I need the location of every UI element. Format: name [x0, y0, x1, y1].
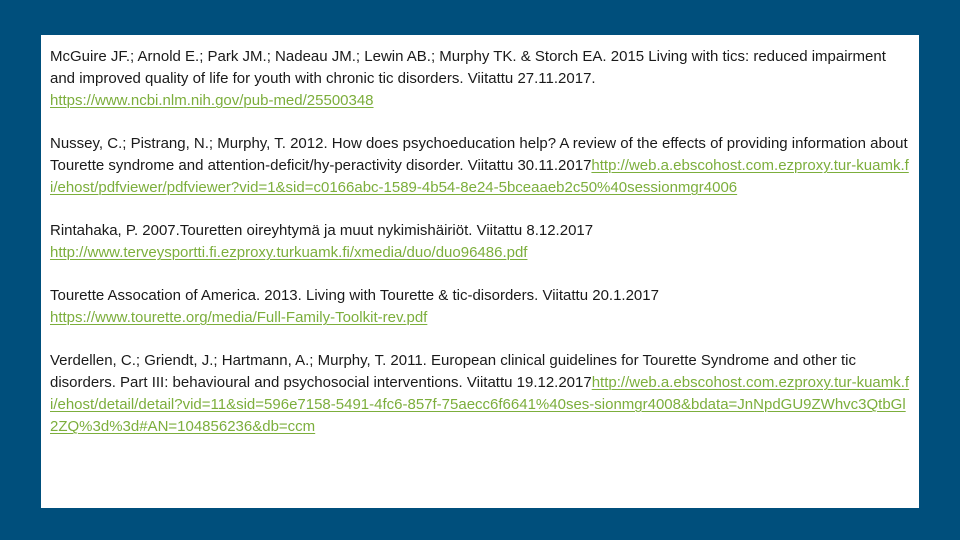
reference-link[interactable]: https://www.ncbi.nlm.nih.gov/pub-med/25500348 — [50, 92, 374, 109]
reference-link[interactable]: https://www.tourette.org/media/Full-Family-Toolkit-rev.pdf — [50, 309, 428, 326]
reference-text: McGuire JF.; Arnold E.; Park JM.; Nadeau JM.; Lewin AB.; Murphy TK. & Storch EA. 2015 Living with tics: reduced impairment and improved quality of life for youth with chronic tic disorders. Viitattu 27.11.2017. — [50, 48, 886, 87]
reference-text: Tourette Assocation of America. 2013. Living with Tourette & tic-disorders. Viitattu 20.1.2017 — [50, 287, 659, 304]
reference-text: Nussey, C.; Pistrang, N.; Murphy, T. 2012. How does psychoeducation help? A review of the effects of providing information about Tourette syndrome and attention-deficit/hy-peractivity disorder. Viitattu 30.11.2017 — [50, 135, 908, 174]
reference-item-mcguire — [50, 46, 910, 112]
reference-text: Verdellen, C.; Griendt, J.; Hartmann, A.; Murphy, T. 2011. European clinical guidelines for Tourette Syndrome and other tic disorders. Part III: behavioural and psychosocial interventions. Viitattu 19.12.2017 — [50, 352, 856, 391]
reference-item-nussey — [50, 133, 910, 199]
reference-link[interactable]: http://www.terveysportti.fi.ezproxy.turkuamk.fi/xmedia/duo/duo96486.pdf — [50, 244, 528, 261]
reference-link[interactable]: http://web.a.ebscohost.com.ezproxy.tur-kuamk.fi/ehost/pdfviewer/pdfviewer?vid=1&sid=c0166abc-1589-4b54-8e24-5bceaaeb2c50%40sessionmgr4006 — [50, 157, 909, 196]
reference-item-tourette-association — [50, 285, 910, 329]
references-panel — [41, 35, 919, 508]
reference-text: Rintahaka, P. 2007.Touretten oireyhtymä ja muut nykimishäiriöt. Viitattu 8.12.2017 — [50, 222, 594, 239]
reference-item-verdellen — [50, 350, 910, 438]
reference-link[interactable]: http://web.a.ebscohost.com.ezproxy.tur-kuamk.fi/ehost/detail/detail?vid=11&sid=596e7158-5491-4fc6-857f-75aecc6f6641%40ses-sionmgr4008&bdata=JnNpdGU9ZWhvc3QtbGl2ZQ%3d%3d#AN=104856236&db=ccm — [50, 374, 910, 435]
reference-item-rintahaka — [50, 220, 910, 264]
